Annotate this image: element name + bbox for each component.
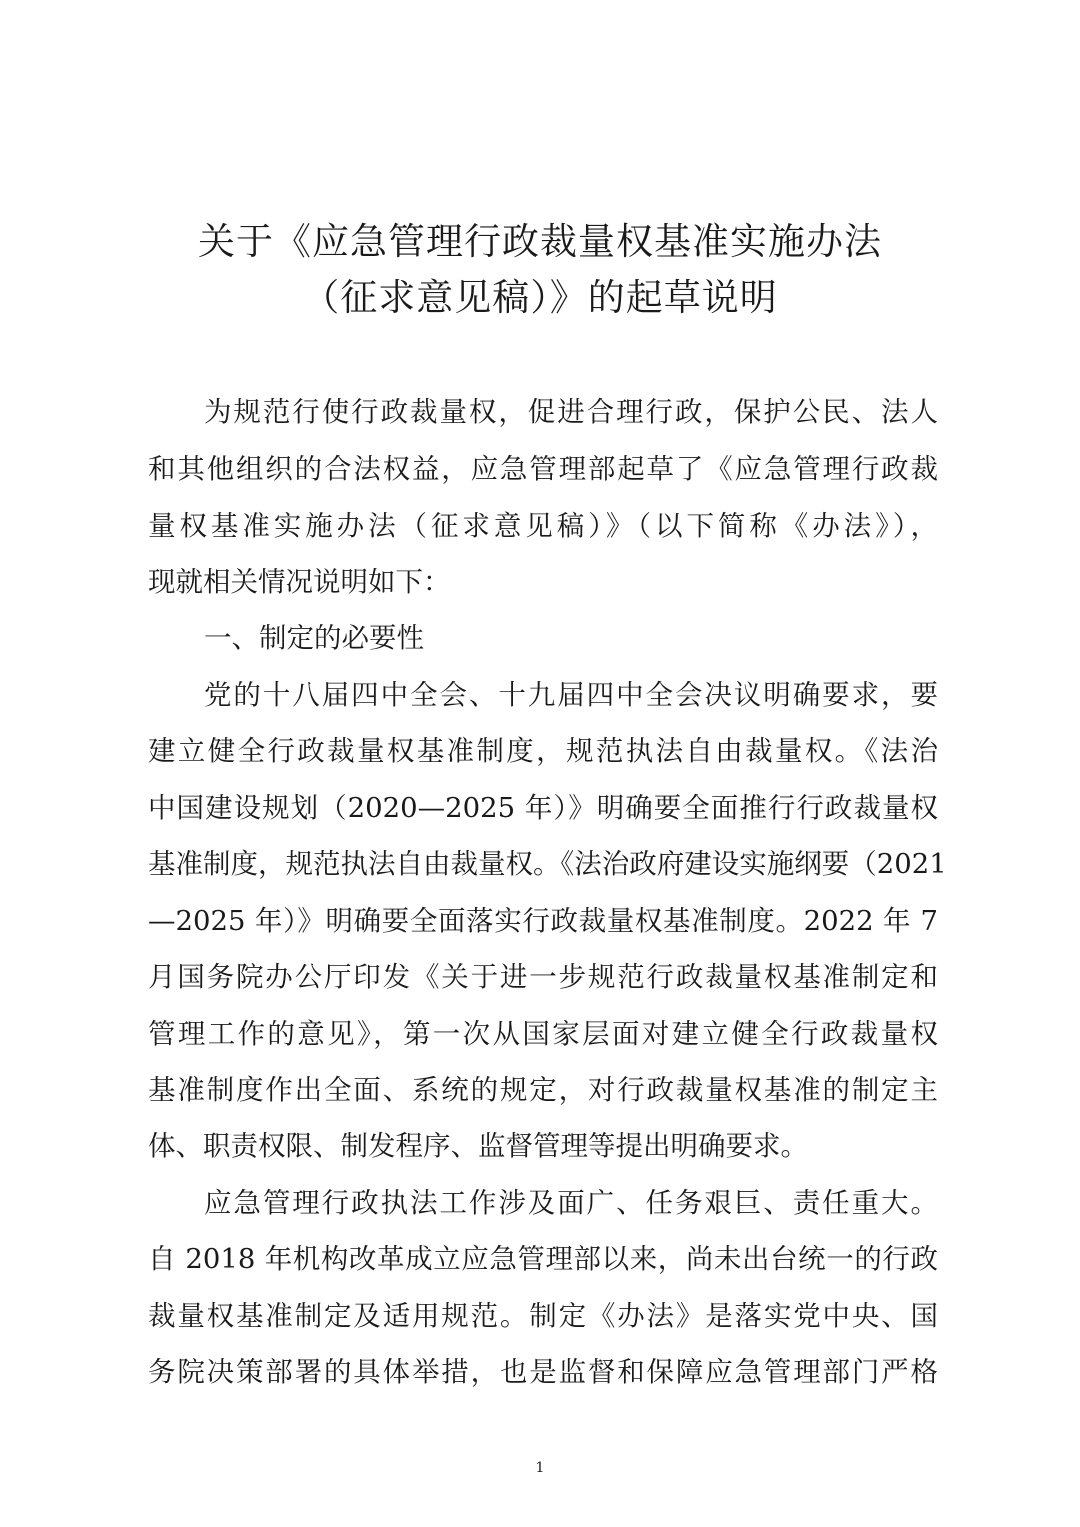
paragraph-line: 中国建设规划（2020—2025 年）》明确要全面推行行政裁量权 — [148, 792, 938, 824]
paragraph-line: 建立健全行政裁量权基准制度，规范执法自由裁量权。《法治 — [148, 735, 938, 767]
intro-line: 为规范行使行政裁量权，促进合理行政，保护公民、法人 — [204, 396, 938, 428]
paragraph-line: 月国务院办公厅印发《关于进一步规范行政裁量权基准制定和 — [148, 961, 938, 993]
document-title-line-1: 关于《应急管理行政裁量权基准实施办法 — [198, 220, 882, 263]
paragraph-line: 党的十八届四中全会、十九届四中全会决议明确要求，要 — [204, 679, 938, 711]
paragraph-line: 管理工作的意见》，第一次从国家层面对建立健全行政裁量权 — [148, 1018, 938, 1050]
paragraph-line: —2025 年）》明确要全面落实行政裁量权基准制度。2022 年 7 — [148, 905, 938, 937]
intro-line: 现就相关情况说明如下： — [148, 566, 451, 598]
paragraph-line: 基准制度，规范执法自由裁量权。《法治政府建设实施纲要（2021 — [148, 848, 947, 880]
paragraph-line: 务院决策部署的具体举措，也是监督和保障应急管理部门严格 — [148, 1356, 938, 1388]
paragraph-line: 自 2018 年机构改革成立应急管理部以来，尚未出台统一的行政 — [148, 1243, 938, 1275]
paragraph-line: 应急管理行政执法工作涉及面广、任务艰巨、责任重大。 — [204, 1187, 938, 1219]
page-number: 1 — [535, 1460, 545, 1476]
section-heading: 一、制定的必要性 — [204, 622, 424, 654]
intro-line: 量权基准实施办法（征求意见稿）》（以下简称《办法》）， — [148, 510, 938, 542]
intro-line: 和其他组织的合法权益，应急管理部起草了《应急管理行政裁 — [148, 453, 938, 485]
paragraph-line: 体、职责权限、制发程序、监督管理等提出明确要求。 — [148, 1130, 808, 1162]
paragraph-line: 基准制度作出全面、系统的规定，对行政裁量权基准的制定主 — [148, 1074, 938, 1106]
paragraph-line: 裁量权基准制定及适用规范。制定《办法》是落实党中央、国 — [148, 1300, 938, 1332]
document-title-line-2: （征求意见稿）》的起草说明 — [302, 276, 778, 319]
